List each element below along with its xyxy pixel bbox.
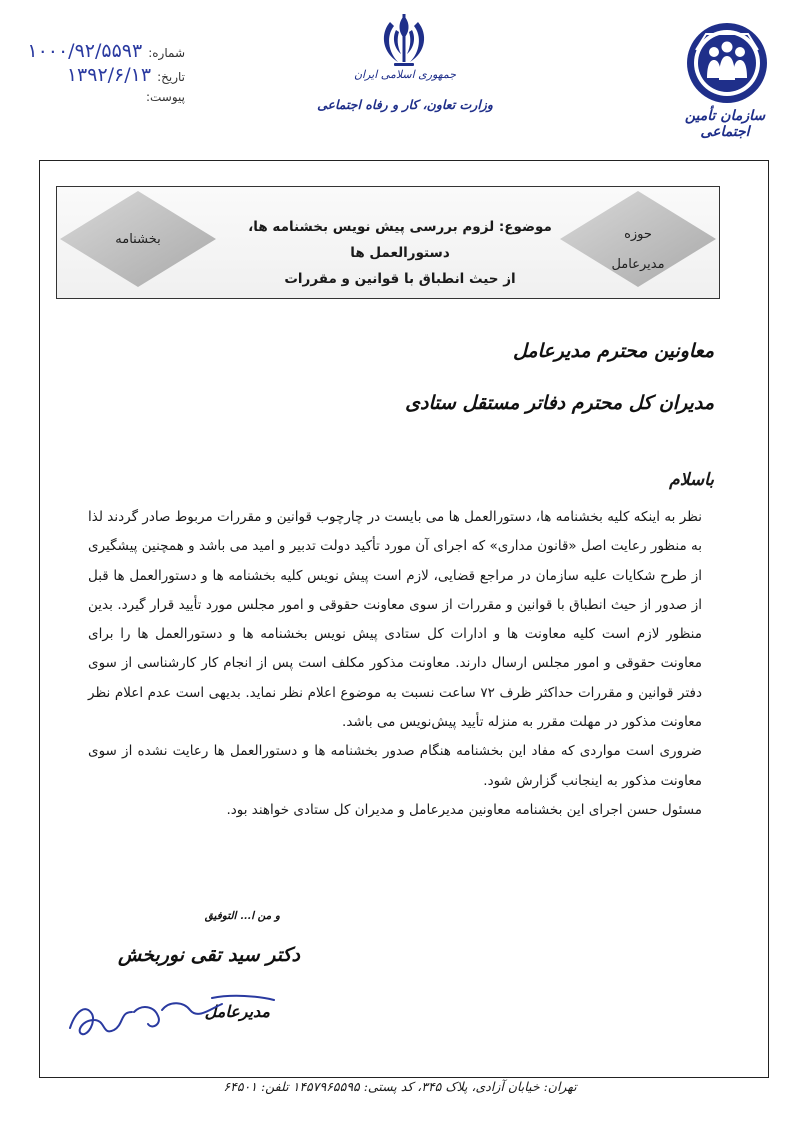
attachment-label: پیوست: — [145, 90, 185, 104]
subject-line-1: موضوع: لزوم بررسی پیش نویس بخشنامه ها، دستورالعمل ها — [248, 219, 552, 261]
left-diamond-label: بخشنامه — [115, 232, 161, 247]
social-security-logo-icon — [684, 20, 770, 106]
iran-emblem — [372, 12, 436, 70]
ministry-name: وزارت تعاون، کار و رفاه اجتماعی — [317, 97, 493, 112]
date-label: تاریخ: — [157, 70, 185, 84]
right-diamond-line1: حوزه — [624, 227, 652, 242]
addressee-2: مدیران کل محترم دفاتر مستقل ستادی — [405, 392, 714, 414]
body-paragraph-1: نظر به اینکه کلیه بخشنامه ها، دستورالعمل ها می بایست در چارچوب قوانین و مقررات مربوط صادر گردند لذا به منظور رعایت اصل «قانون مداری» که اجرای آن مورد تأکید دولت تدبیر و امید می باشد و همچنین پیشگیری از طرح شکایات علیه سازمان در مراجع قضایی، لازم است پیش نویس کلیه بخشنامه ها و دستورالعمل ها قبل از صدور از حیث انطباق با قوانین و مقررات از سوی معاونت حقوقی و امور مجلس مورد تأیید قرار گیرد. بدین منظور لازم است کلیه معاونت ها و ادارات کل ستادی پیش نویس بخشنامه ها و دستورالعمل ها را برای معاونت حقوقی و امور مجلس ارسال دارند. معاونت مذکور مکلف است پس از انجام کار کارشناسی از سوی دفتر قوانین و مقررات حداکثر ظرف ۷۲ ساعت نسبت به موضوع اعلام نظر نماید. بدیهی است عدم اعلام نظر معاونت مذکور در مهلت مقرر به منزله تأیید پیش‌نویس می باشد. — [88, 509, 702, 731]
handwritten-signature — [62, 990, 282, 1050]
subject-title — [210, 214, 590, 292]
iran-emblem-icon — [372, 12, 436, 70]
greeting: باسلام — [669, 470, 714, 490]
date-value: ۱۳۹۲/۶/۱۳ — [66, 64, 152, 86]
signatory-title: مدیرعامل — [204, 1002, 270, 1021]
subject-line-2: از حیث انطباق با قوانین و مقررات — [284, 271, 516, 287]
letter-meta — [10, 40, 185, 112]
right-diamond-label — [578, 220, 698, 280]
closing-phrase: و من ا... التوفیق — [204, 910, 280, 922]
org-logo — [684, 20, 770, 106]
org-name: سازمان تأمین اجتماعی — [684, 108, 766, 140]
footer-address: تهران: خیابان آزادی، پلاک ۳۴۵، کد پستی: ۱۴۵۷۹۶۵۵۹۵ تلفن: ۶۴۵۰۱ — [223, 1079, 577, 1094]
signatory-name: دکتر سید تقی نوربخش — [118, 944, 300, 966]
right-diamond-line2: مدیرعامل — [611, 257, 665, 272]
emblem-caption: جمهوری اسلامی ایران — [353, 68, 457, 81]
body-paragraph-3: مسئول حسن اجرای این بخشنامه معاونین مدیرعامل و مدیران کل ستادی خواهند بود. — [226, 801, 702, 818]
body-paragraph-2: ضروری است مواردی که مفاد این بخشنامه هنگام صدور بخشنامه ها و دستورالعمل ها رعایت نشده از سوی معاونت مذکور به اینجانب گزارش شود. — [88, 743, 702, 789]
letter-body — [88, 503, 702, 825]
addressee-1: معاونین محترم مدیرعامل — [512, 340, 714, 362]
number-value: ۱۰۰۰/۹۲/۵۵۹۳ — [27, 40, 143, 62]
number-label: شماره: — [148, 46, 185, 60]
